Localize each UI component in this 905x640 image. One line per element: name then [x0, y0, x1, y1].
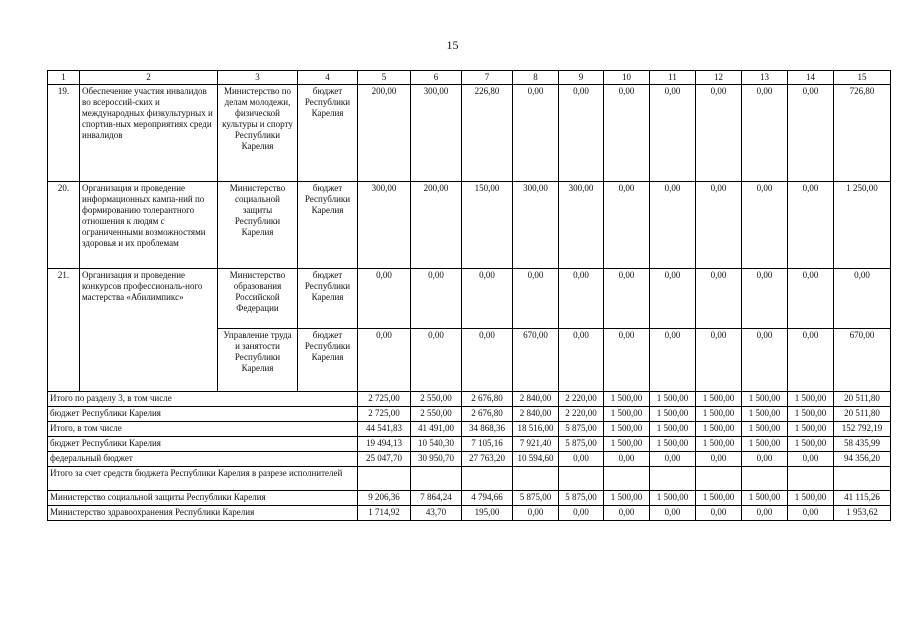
value-cell: 0,00	[742, 452, 788, 467]
value-cell: 0,00	[411, 269, 462, 329]
value-cell: 1 500,00	[788, 422, 834, 437]
value-cell: 20 511,80	[834, 407, 891, 422]
column-header: 8	[513, 71, 559, 85]
value-cell: 1 250,00	[834, 182, 891, 269]
value-cell: 300,00	[358, 182, 411, 269]
value-cell: 0,00	[788, 182, 834, 269]
value-cell: 10 540,30	[411, 437, 462, 452]
summary-row	[48, 407, 891, 422]
value-cell: 4 794,66	[462, 491, 513, 506]
value-cell: 1 500,00	[650, 491, 696, 506]
measure-name: Организация и проведение конкурсов профессиональ-ного мастерства «Абилимпикс»	[80, 269, 218, 392]
value-cell: 300,00	[559, 182, 604, 269]
value-cell: 0,00	[513, 269, 559, 329]
value-cell: 0,00	[559, 85, 604, 182]
value-cell: 0,00	[358, 329, 411, 392]
value-cell: 2 840,00	[513, 392, 559, 407]
value-cell: 7 921,40	[513, 437, 559, 452]
value-cell: 670,00	[834, 329, 891, 392]
column-header: 14	[788, 71, 834, 85]
value-cell: 226,80	[462, 85, 513, 182]
value-cell: 58 435,99	[834, 437, 891, 452]
value-cell: 200,00	[358, 85, 411, 182]
column-header: 10	[604, 71, 650, 85]
value-cell: 41 491,00	[411, 422, 462, 437]
value-cell: 300,00	[411, 85, 462, 182]
value-cell: 1 500,00	[788, 392, 834, 407]
value-cell: 0,00	[513, 85, 559, 182]
summary-label: Итого, в том числе	[48, 422, 358, 437]
value-cell: 94 356,20	[834, 452, 891, 467]
summary-row	[48, 491, 891, 506]
row-number: 21.	[48, 269, 80, 392]
funding-source: бюджет Республики Карелия	[298, 329, 358, 392]
value-cell: 1 500,00	[788, 437, 834, 452]
value-cell: 200,00	[411, 182, 462, 269]
value-cell	[650, 467, 696, 491]
value-cell: 0,00	[788, 506, 834, 521]
value-cell: 2 725,00	[358, 392, 411, 407]
summary-row	[48, 422, 891, 437]
value-cell: 2 550,00	[411, 407, 462, 422]
column-header: 13	[742, 71, 788, 85]
value-cell	[358, 467, 411, 491]
executor: Управление труда и занятости Республики Карелия	[218, 329, 298, 392]
value-cell: 300,00	[513, 182, 559, 269]
value-cell: 2 676,80	[462, 392, 513, 407]
summary-row	[48, 467, 891, 491]
value-cell: 0,00	[788, 269, 834, 329]
value-cell: 2 840,00	[513, 407, 559, 422]
value-cell	[788, 467, 834, 491]
value-cell: 0,00	[559, 506, 604, 521]
value-cell: 1 500,00	[742, 437, 788, 452]
value-cell: 0,00	[650, 329, 696, 392]
value-cell: 1 500,00	[742, 392, 788, 407]
value-cell: 2 725,00	[358, 407, 411, 422]
value-cell: 0,00	[604, 269, 650, 329]
value-cell	[834, 467, 891, 491]
value-cell: 0,00	[358, 269, 411, 329]
funding-source: бюджет Республики Карелия	[298, 85, 358, 182]
value-cell: 1 500,00	[650, 437, 696, 452]
value-cell: 1 714,92	[358, 506, 411, 521]
value-cell	[742, 467, 788, 491]
value-cell: 7 864,24	[411, 491, 462, 506]
value-cell: 1 500,00	[696, 491, 742, 506]
value-cell: 1 500,00	[650, 392, 696, 407]
value-cell: 2 220,00	[559, 407, 604, 422]
table-row	[48, 269, 891, 329]
value-cell	[513, 467, 559, 491]
value-cell: 1 500,00	[742, 407, 788, 422]
value-cell: 1 500,00	[788, 491, 834, 506]
value-cell: 27 763,20	[462, 452, 513, 467]
value-cell: 18 516,00	[513, 422, 559, 437]
value-cell: 0,00	[604, 182, 650, 269]
value-cell: 0,00	[834, 269, 891, 329]
value-cell: 150,00	[462, 182, 513, 269]
value-cell: 152 792,19	[834, 422, 891, 437]
value-cell: 0,00	[462, 329, 513, 392]
value-cell: 0,00	[411, 329, 462, 392]
value-cell: 0,00	[559, 329, 604, 392]
header-row	[48, 71, 891, 85]
value-cell: 0,00	[462, 269, 513, 329]
value-cell: 0,00	[742, 506, 788, 521]
value-cell: 0,00	[696, 85, 742, 182]
value-cell: 0,00	[650, 85, 696, 182]
summary-label: федеральный бюджет	[48, 452, 358, 467]
summary-row	[48, 392, 891, 407]
value-cell: 726,80	[834, 85, 891, 182]
budget-table	[47, 70, 891, 521]
summary-label: бюджет Республики Карелия	[48, 437, 358, 452]
value-cell: 0,00	[650, 269, 696, 329]
value-cell: 30 950,70	[411, 452, 462, 467]
column-header: 5	[358, 71, 411, 85]
value-cell: 195,00	[462, 506, 513, 521]
value-cell: 1 500,00	[604, 491, 650, 506]
value-cell: 2 550,00	[411, 392, 462, 407]
summary-row	[48, 452, 891, 467]
value-cell: 5 875,00	[559, 422, 604, 437]
value-cell: 0,00	[604, 452, 650, 467]
value-cell: 25 047,70	[358, 452, 411, 467]
column-header: 7	[462, 71, 513, 85]
value-cell: 0,00	[604, 85, 650, 182]
value-cell: 5 875,00	[513, 491, 559, 506]
value-cell: 0,00	[559, 452, 604, 467]
table-row	[48, 182, 891, 269]
value-cell: 0,00	[742, 329, 788, 392]
value-cell	[559, 467, 604, 491]
column-header: 2	[80, 71, 218, 85]
value-cell: 44 541,83	[358, 422, 411, 437]
value-cell: 0,00	[650, 506, 696, 521]
value-cell: 0,00	[742, 85, 788, 182]
value-cell: 2 676,80	[462, 407, 513, 422]
executor: Министерство образования Российской Федерации	[218, 269, 298, 329]
value-cell: 1 500,00	[696, 437, 742, 452]
value-cell: 0,00	[788, 452, 834, 467]
value-cell: 1 500,00	[604, 422, 650, 437]
page-number: 15	[446, 38, 459, 52]
table-row	[48, 85, 891, 182]
column-header: 3	[218, 71, 298, 85]
value-cell: 0,00	[604, 506, 650, 521]
summary-label: Министерство социальной защиты Республики Карелия	[48, 491, 358, 506]
value-cell: 0,00	[742, 269, 788, 329]
value-cell: 0,00	[604, 329, 650, 392]
value-cell: 0,00	[696, 506, 742, 521]
value-cell: 2 220,00	[559, 392, 604, 407]
value-cell: 20 511,80	[834, 392, 891, 407]
summary-label: Министерство здравоохранения Республики Карелия	[48, 506, 358, 521]
value-cell: 19 494,13	[358, 437, 411, 452]
column-header: 6	[411, 71, 462, 85]
value-cell: 0,00	[696, 269, 742, 329]
column-header: 12	[696, 71, 742, 85]
value-cell: 0,00	[788, 329, 834, 392]
summary-label: Итого за счет средств бюджета Республики Карелия в разрезе исполнителей	[48, 467, 358, 491]
value-cell	[696, 467, 742, 491]
value-cell: 0,00	[788, 85, 834, 182]
funding-source: бюджет Республики Карелия	[298, 269, 358, 329]
value-cell: 1 953,62	[834, 506, 891, 521]
value-cell: 0,00	[650, 452, 696, 467]
value-cell: 41 115,26	[834, 491, 891, 506]
row-number: 20.	[48, 182, 80, 269]
value-cell: 0,00	[513, 506, 559, 521]
value-cell: 670,00	[513, 329, 559, 392]
column-header: 4	[298, 71, 358, 85]
value-cell: 1 500,00	[742, 422, 788, 437]
value-cell: 1 500,00	[604, 392, 650, 407]
value-cell: 10 594,60	[513, 452, 559, 467]
summary-row	[48, 506, 891, 521]
value-cell: 5 875,00	[559, 491, 604, 506]
value-cell: 1 500,00	[604, 407, 650, 422]
value-cell: 1 500,00	[604, 437, 650, 452]
value-cell	[462, 467, 513, 491]
summary-label: Итого по разделу 3, в том числе	[48, 392, 358, 407]
value-cell: 7 105,16	[462, 437, 513, 452]
value-cell	[604, 467, 650, 491]
value-cell: 1 500,00	[696, 422, 742, 437]
value-cell: 0,00	[650, 182, 696, 269]
row-number: 19.	[48, 85, 80, 182]
value-cell: 1 500,00	[696, 407, 742, 422]
value-cell: 0,00	[559, 269, 604, 329]
column-header: 1	[48, 71, 80, 85]
value-cell: 0,00	[696, 329, 742, 392]
value-cell: 0,00	[742, 182, 788, 269]
value-cell: 0,00	[696, 182, 742, 269]
value-cell	[411, 467, 462, 491]
value-cell: 1 500,00	[742, 491, 788, 506]
column-header: 15	[834, 71, 891, 85]
measure-name: Обеспечение участия инвалидов во всероссий-ских и международных физкультурных и спортив-ных мероприятиях среди инвалидов	[80, 85, 218, 182]
value-cell: 1 500,00	[650, 407, 696, 422]
summary-label: бюджет Республики Карелия	[48, 407, 358, 422]
value-cell: 1 500,00	[788, 407, 834, 422]
column-header: 9	[559, 71, 604, 85]
value-cell: 9 206,36	[358, 491, 411, 506]
measure-name: Организация и проведение информационных кампа-ний по формированию толерантного отношения к людям с ограниченными возможностями здоровья и их проблемам	[80, 182, 218, 269]
value-cell: 43,70	[411, 506, 462, 521]
column-header: 11	[650, 71, 696, 85]
value-cell: 0,00	[696, 452, 742, 467]
executor: Министерство социальной защиты Республики Карелия	[218, 182, 298, 269]
summary-row	[48, 437, 891, 452]
executor: Министерство по делам молодежи, физической культуры и спорту Республики Карелия	[218, 85, 298, 182]
value-cell: 1 500,00	[696, 392, 742, 407]
funding-source: бюджет Республики Карелия	[298, 182, 358, 269]
value-cell: 34 868,36	[462, 422, 513, 437]
value-cell: 1 500,00	[650, 422, 696, 437]
value-cell: 5 875,00	[559, 437, 604, 452]
